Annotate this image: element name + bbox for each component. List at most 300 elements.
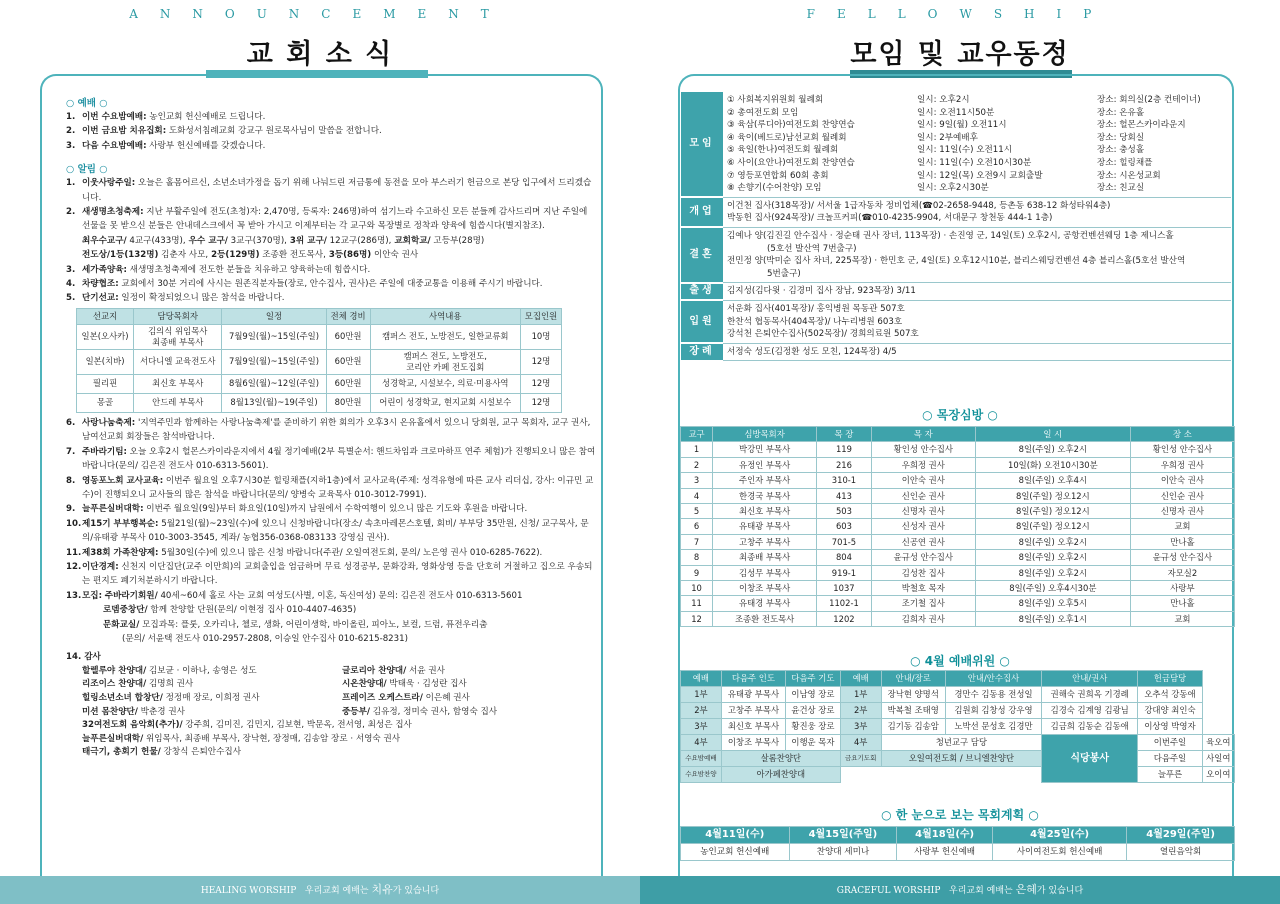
visit-cell: 804 <box>817 550 872 565</box>
cell-text: 10명 <box>531 331 551 342</box>
visit-cell: 황인성 안수집사 <box>871 442 975 457</box>
footer-highlight: 치유 <box>371 883 393 896</box>
notice-item <box>66 416 596 445</box>
worship-table-wrap <box>680 670 1235 783</box>
visit-cell: 김희자 권사 <box>871 611 975 626</box>
visit-table-wrap <box>680 426 1235 627</box>
mission-table <box>76 308 562 413</box>
notice-item-2: 2. 새생명초청축제: 지난 부활주일에 전도(초청)자: 2,470명, 등록자: 246명)하여 섬기느라 수고하신 모든 분들께 감사드리며 지난 주일에 선물을 못 받으신 분들은 안내데스크에서 꼭 받아 가시고 이제부터는 각 교구와 목장별로 정착과 양육에 힘씁시다(별지참조). <box>66 207 588 232</box>
visit-cell: 10일(화) 오전10시30분 <box>975 457 1130 472</box>
visit-table <box>680 426 1235 627</box>
notice-item <box>66 546 596 560</box>
item-number: 2. <box>66 126 76 137</box>
mission-cell <box>520 324 561 349</box>
notice-item <box>66 474 596 503</box>
visit-cell: 11 <box>681 596 713 611</box>
footer-en: HEALING WORSHIP <box>200 886 297 896</box>
plan-date: 4월18일(수) <box>897 827 993 844</box>
item-title: 이번 수요밤예배: <box>82 112 147 122</box>
thanks-title: 늘푸른실버대학/ <box>82 733 144 744</box>
visit-header: 목 자 <box>871 427 975 442</box>
meeting-cell: 일시: 2부예배후 <box>917 132 978 143</box>
worship-row <box>681 687 1235 703</box>
thanks-item <box>342 706 602 720</box>
visit-header: 일 시 <box>975 427 1130 442</box>
award-text: 3교구(370명), <box>227 235 287 246</box>
item-number: 6. <box>66 417 76 428</box>
visit-row <box>681 488 1235 503</box>
label-open: 개업 <box>681 197 723 227</box>
worship-cell: 이창조 부목사 <box>721 735 785 751</box>
mission-cell <box>134 393 222 412</box>
visit-title: ○ 목장심방 ○ <box>922 408 998 422</box>
plan-date: 4월11일(수) <box>681 827 790 844</box>
award-title: 2등(129명) <box>208 250 260 261</box>
mission-table-wrap <box>66 306 562 416</box>
meeting-cell: 일시: 11일(수) 오전10시30분 <box>917 157 1032 168</box>
visit-cell: 310-1 <box>817 473 872 488</box>
page-title: 교 회 소 식 <box>246 39 394 70</box>
worship-header: 예배 <box>840 671 881 687</box>
footer-text: 우리교회 예배는 <box>949 886 1016 896</box>
mission-cell <box>222 324 326 349</box>
worship-cell: 노박선 문성호 김경만 <box>945 719 1041 735</box>
thanks-item <box>82 733 596 747</box>
cell-text: 몽골 <box>96 397 114 408</box>
item-text: 신천지 이단집단(교주 이만희)의 교회출입을 엄금하며 무료 성경공부, 문화강좌, 영화상영 등을 단호히 거절하고 집으로 우송되는 편지도 폐기처분하시기 바랍니다. <box>82 561 593 587</box>
worship-header: 헌금담당 <box>1138 671 1202 687</box>
worship-cell: 유태광 부목사 <box>721 687 785 703</box>
visit-cell: 1202 <box>817 611 872 626</box>
visit-cell: 8일(주일) 정오12시 <box>975 504 1130 519</box>
visit-header: 장 소 <box>1130 427 1234 442</box>
award-line-1 <box>66 234 596 248</box>
thanks-title: 32여전도회 음악회(추가)/ <box>82 720 183 731</box>
item-title: 주바라기팀: <box>82 446 127 457</box>
recruit-line <box>82 632 596 646</box>
worship-header: 다음주 기도 <box>786 671 841 687</box>
footer-tail: 가 있습니다 <box>1036 886 1084 896</box>
cell-text: 12명 <box>531 397 551 408</box>
worship-cell: 이남영 장로 <box>786 687 841 703</box>
visit-cell: 919-1 <box>817 565 872 580</box>
thanks-item <box>342 665 602 679</box>
meeting-row <box>727 182 1227 195</box>
thanks-title: 글로리아 찬양대/ <box>342 665 407 676</box>
visit-cell: 6 <box>681 519 713 534</box>
meeting-row <box>727 170 1227 183</box>
mission-cell <box>222 393 326 412</box>
worship-header: 다음주 인도 <box>721 671 785 687</box>
thanks-item <box>82 692 342 706</box>
item-text: 이번주 월요일 오후7시30분 힐링채플(지하1층)에서 교사교육(주제: 성격유형에 따른 교사 리더십, 강사: 이규민 교수)이 진행되오니 교사들의 많은 참석을 바랍니다(문의/ 양병숙 교육목사 010-3012-7991). <box>82 475 594 500</box>
item-text: 5월30일(수)에 있으니 많은 신청 바랍니다(주관/ 오일여전도회, 문의/ 노은영 권사 010-6285-7622). <box>158 547 543 558</box>
mission-cell <box>326 324 370 349</box>
mission-cell <box>222 374 326 393</box>
mission-cell <box>326 393 370 412</box>
worship-committee-table <box>680 670 1235 783</box>
thanks-title: 미션 몸찬양단/ <box>82 706 138 717</box>
cell-text: 안드레 부목사 <box>152 397 204 408</box>
visit-cell: 8일(주일) 정오12시 <box>975 488 1130 503</box>
visit-row <box>681 473 1235 488</box>
cafeteria-day: 다음주일 <box>1138 751 1202 767</box>
item-title: 이번 금요밤 치유집회: <box>82 126 167 137</box>
meeting-cell: ⑥ 사이(요안나)여전도회 찬양연습 <box>727 157 855 168</box>
item-text: 5월21일(월)~23일(수)에 있으니 신청바랍니다(장소/ 속초마레몬스호텔, 회비/ 부부당 35만원, 신청/ 교구목사, 문의/유태광 부목사 010-3003-3545, 계좌/ 농협356-0368-083133 강영심 권사). <box>82 518 589 544</box>
cell-text: 12명 <box>531 378 551 389</box>
visit-cell: 1037 <box>817 581 872 596</box>
meeting-cell: ② 총여전도회 모임 <box>727 107 799 118</box>
meeting-cell: 장소: 힐링채플 <box>1097 157 1153 168</box>
worship-cell: 이행운 목자 <box>786 735 841 751</box>
birth-text: 김지성(김다윗 · 김경미 집사 장남, 923목장) 3/11 <box>723 283 1231 301</box>
notice-item <box>66 502 596 516</box>
item-text: 이번주 월요일(9일)부터 화요일(10일)까지 남원에서 수학여행이 있으니 많은 기도와 후원을 바랍니다. <box>143 504 528 515</box>
worship-cell: 경만수 김동용 전성일 <box>945 687 1041 703</box>
thanks-text: 이은혜 권사 <box>422 692 470 703</box>
mission-cell <box>222 349 326 374</box>
worship-item <box>66 124 596 138</box>
meeting-row <box>727 132 1227 145</box>
visit-cell: 유태광 부목사 <box>713 519 817 534</box>
visit-cell: 8일(주일) 오후2시 <box>975 565 1130 580</box>
thanks-text: 위임목사, 최종배 부목사, 장낙현, 장정매, 김송암 장로 · 서영숙 권사 <box>143 733 401 744</box>
visit-cell: 12 <box>681 611 713 626</box>
notice-list <box>66 416 596 589</box>
visit-header: 목 장 <box>817 427 872 442</box>
item-text: '지역주민과 함께하는 사랑나눔축제'를 준비하기 위한 회의가 오후3시 온유홀에서 있으니 당회원, 교구 목회자, 교구 권사, 남여선교회 회장들은 참석바랍니다. <box>82 417 591 443</box>
visit-cell: 최신호 부목사 <box>713 504 817 519</box>
thanks-item <box>342 692 602 706</box>
visit-row <box>681 519 1235 534</box>
thanks-title: 중등부/ <box>342 706 371 717</box>
mission-cell <box>77 374 134 393</box>
item-title: 제38회 가족찬양제: <box>82 547 159 558</box>
award-title: 우수 교구/ <box>185 235 228 246</box>
thanks-list <box>66 719 596 760</box>
worship-cell: 3부 <box>681 719 722 735</box>
item-text: 사랑부 헌신예배를 갖겠습니다. <box>146 140 266 151</box>
mission-row <box>77 324 562 349</box>
thanks-heading: 14. 감사 <box>66 652 101 663</box>
award-title: 최우수교구/ <box>82 235 127 246</box>
meeting-cell: ④ 육이(베드로)남선교회 월례회 <box>727 132 847 143</box>
mission-row <box>77 374 562 393</box>
mission-header: 선교지 <box>77 308 134 324</box>
meeting-cell: ⑤ 육일(한나)여전도회 월례회 <box>727 145 839 156</box>
label-wedding: 결혼 <box>681 227 723 282</box>
cell-text: 성경학교, 시설보수, 의료·미용사역 <box>381 378 509 389</box>
mission-header: 전체 경비 <box>326 308 370 324</box>
meeting-cell: 일시: 오전11시50분 <box>917 107 995 118</box>
thanks-text: 정정매 장로, 이희정 권사 <box>162 692 260 703</box>
cell-text: 일본(오사카) <box>81 331 129 342</box>
cafeteria-group: 사일여 <box>1202 751 1234 767</box>
visit-cell: 신인순 권사 <box>1130 488 1234 503</box>
visit-header: 교구 <box>681 427 713 442</box>
hosp-line: 강석천 은퇴안수집사(502목장)/ 경희의료원 507호 <box>727 329 919 340</box>
mission-header: 담당목회자 <box>134 308 222 324</box>
meeting-cell: 장소: 충성홀 <box>1097 145 1145 156</box>
thanks-grid <box>66 665 596 719</box>
cafeteria-day: 이번주일 <box>1138 735 1202 751</box>
wednesday-team: 살롬찬양단 <box>721 751 840 767</box>
thanks-text: 김유정, 정미숙 권사, 함영숙 집사 <box>370 706 498 717</box>
thanks-item <box>82 678 342 692</box>
plan-date: 4월25일(수) <box>992 827 1126 844</box>
worship-cell: 권해숙 권희옥 기경례 <box>1042 687 1138 703</box>
visit-cell: 조종환 전도목사 <box>713 611 817 626</box>
worship-cell: 고창주 부목사 <box>721 703 785 719</box>
recruit-title: 주바라기회원/ <box>104 590 158 601</box>
thanks-text: 강창식 은퇴안수집사 <box>160 747 241 758</box>
visit-cell: 4 <box>681 488 713 503</box>
recruit-text: 모집과목: 플룻, 오카리나, 첼로, 생화, 어린이생학, 바이올린, 피아노, 보컬, 드럼, 퓨전우리춤 <box>139 619 488 630</box>
item-text: 도화성서침례교회 강교구 원로목사님이 말씀을 전합니다. <box>166 126 382 137</box>
visit-cell: 김성찬 집사 <box>871 565 975 580</box>
award-title: 3등(86명) <box>325 250 372 261</box>
worship-row <box>681 751 1235 767</box>
meeting-cell: 장소: 시온성교회 <box>1097 170 1161 181</box>
worship-row <box>681 767 1235 783</box>
worship-cell: 최신호 부목사 <box>721 719 785 735</box>
mission-cell <box>134 324 222 349</box>
wed-line: 5번출구) <box>767 268 801 279</box>
worship-header: 안내/안수집사 <box>945 671 1041 687</box>
visit-cell: 이안숙 권사 <box>1130 473 1234 488</box>
worship-item <box>66 139 596 153</box>
wed-line: 김예나 양(김진길 안수집사 · 정순태 권사 장녀, 113목장) · 손진영 군, 14일(토) 오후2시, 공항컨벤션웨딩 1층 제니스홀 <box>727 230 1174 241</box>
award-text: 고등부(28명) <box>430 235 485 246</box>
thanks-title: 태극기, 총회기 헌물/ <box>82 747 161 758</box>
thanks-title: 힐링소년소녀 합창단/ <box>82 692 163 703</box>
worship-row <box>681 703 1235 719</box>
visit-cell: 한경국 부목사 <box>713 488 817 503</box>
visit-cell: 119 <box>817 442 872 457</box>
visit-cell: 신명자 권사 <box>1130 504 1234 519</box>
notice-heading: ○ 알림 ○ <box>66 164 108 176</box>
meeting-row <box>727 94 1227 107</box>
mission-header: 모집인원 <box>520 308 561 324</box>
plan-event: 찬양대 세미나 <box>789 844 897 861</box>
item-title: 영동포노회 교사교육: <box>82 475 164 486</box>
award-title: 교회학교/ <box>391 235 431 246</box>
hosp-line: 서운화 집사(401목장)/ 홍익병원 목동관 507호 <box>727 303 905 314</box>
visit-cell: 7 <box>681 534 713 549</box>
visit-cell: 8일(주일) 오후2시 <box>975 534 1130 549</box>
plan-date: 4월15일(주일) <box>789 827 897 844</box>
fellowship-body <box>681 92 1231 362</box>
visit-row <box>681 457 1235 472</box>
worship-cell: 3부 <box>840 719 881 735</box>
wed-line: (5호선 발산역 7번출구) <box>767 243 857 254</box>
visit-cell: 신성자 권사 <box>871 519 975 534</box>
worship-cell: 장낙현 양명석 <box>881 687 945 703</box>
mission-cell <box>326 349 370 374</box>
meetings-list <box>723 92 1231 197</box>
visit-cell: 8일(주일) 오후5시 <box>975 596 1130 611</box>
thanks-text: 박춘경 권사 <box>137 706 185 717</box>
thanks-item <box>82 719 596 733</box>
recruit-line <box>82 618 596 632</box>
item-title: 다음 수요밤예배: <box>82 140 147 151</box>
empty-cell <box>840 767 1041 783</box>
notice-item-3: 3. 세가족양육: 새생명초청축제에 전도한 분들을 치유하고 양육하는데 힘씁시다. <box>66 264 371 275</box>
worship-cell: 김경숙 김계영 김광님 <box>1042 703 1138 719</box>
open-line: 이건천 집사(318목장)/ 서서울 1급자동차 정비업체(☎02-2658-9448, 등촌동 638-12 화성타워4층) <box>727 200 1111 211</box>
thanks-text: 강주희, 김미진, 김민지, 김보현, 박문옥, 전서영, 최성은 집사 <box>182 720 412 731</box>
mission-row <box>77 349 562 374</box>
visit-cell: 주인자 부목사 <box>713 473 817 488</box>
item-number: 7. <box>66 446 76 457</box>
cell-text: 8월13일(월)~19(주일) <box>230 397 318 408</box>
worship-header: 안내/장로 <box>881 671 945 687</box>
mission-cell <box>520 374 561 393</box>
section-subtitle: FELLOWSHIP <box>806 7 1114 21</box>
worship-cell: 박복철 조태영 <box>881 703 945 719</box>
item-text: 농인교회 헌신예배로 드립니다. <box>146 112 266 122</box>
plan-event: 열린음악회 <box>1127 844 1235 861</box>
footer-tail: 가 있습니다 <box>392 886 440 896</box>
mission-cell <box>77 324 134 349</box>
visit-cell: 5 <box>681 504 713 519</box>
meeting-cell: 장소: 회의실(2층 컨테이너) <box>1097 95 1201 105</box>
footer <box>0 876 640 904</box>
cell-text: 7월9일(월)~15일(주일) <box>229 356 319 367</box>
item-title: 늘푸른실버대학: <box>82 504 144 515</box>
visit-row <box>681 442 1235 457</box>
item-text: 오늘 오후2시 헐몬스카이라운지에서 4월 정기예배(2부 특별순서: 핸드차임과 크로마하프 연주 체험)가 진행되오니 많은 참여 바랍니다(문의/ 김은진 전도사 010-6313-5601). <box>82 446 596 472</box>
thanks-item <box>342 678 602 692</box>
worship-cell: 김금희 김동순 김동애 <box>1042 719 1138 735</box>
visit-cell: 8일(주일) 오후4시 <box>975 473 1130 488</box>
recruit-text: (문의/ 서윤택 전도사 010-2957-2808, 이승일 안수집사 010-6215-8231) <box>122 633 408 644</box>
meeting-row <box>727 119 1227 132</box>
visit-cell: 김성무 부목사 <box>713 565 817 580</box>
worship-cell: 청년교구 담당 <box>881 735 1042 751</box>
item-number: 11. <box>66 547 82 558</box>
thanks-text: 박태욱 · 김성란 집사 <box>386 679 467 690</box>
meeting-cell: 일시: 11일(수) 오전11시 <box>917 145 1013 156</box>
cell-text: 60만원 <box>334 378 362 389</box>
worship-cell: 4부 <box>840 735 881 751</box>
mission-row <box>77 393 562 412</box>
mission-cell <box>134 374 222 393</box>
hospital-list <box>723 300 1231 343</box>
wedding-list <box>723 227 1231 282</box>
worship-header: 예배 <box>681 671 722 687</box>
visit-row <box>681 611 1235 626</box>
plan-event: 농인교회 헌신예배 <box>681 844 790 861</box>
visit-cell: 윤규성 안수집사 <box>1130 550 1234 565</box>
plan-event: 사랑부 헌신예배 <box>897 844 993 861</box>
thanks-text: 김명희 권사 <box>146 679 194 690</box>
label-meeting: 모임 <box>681 92 723 197</box>
visit-row <box>681 581 1235 596</box>
notice-item-13: 13. 모집: 주바라기회원/ 40세~60세 홀로 사는 교회 여성도(사별, 이혼, 독신여성) 문의: 김은진 전도사 010-6313-5601 로뎀중창단/ 함께 찬양할 단원(문의/ 이현정 집사 010-4407-4635) 문화교실/ 모집과목: 플룻, 오카리나, 첼로, 생화, 어린이생학, 바이올린, 피아노, 보컬, 드럼, 퓨전우리춤 (문의/ 서윤택 전도사 010-2957-2808, 이승일 안수집사 010-6215-8231) <box>66 589 596 647</box>
cell-text: 80만원 <box>334 397 362 408</box>
worship-row <box>681 735 1235 751</box>
award-text: 4교구(433명), <box>126 235 186 246</box>
award-line-2 <box>66 248 596 262</box>
cell-text: 코리안 카페 전도집회 <box>406 361 485 372</box>
mission-cell <box>77 349 134 374</box>
worship-cell: 강대양 최인숙 <box>1138 703 1202 719</box>
friday-label: 금요기도회 <box>840 751 881 767</box>
visit-cell: 신인순 권사 <box>871 488 975 503</box>
cell-text: 캠퍼스 전도, 노방전도, <box>403 350 487 361</box>
mission-cell <box>370 374 520 393</box>
visit-cell: 윤규성 안수집사 <box>871 550 975 565</box>
visit-cell: 조기철 집사 <box>871 596 975 611</box>
cell-text: 7월9일(월)~15일(주일) <box>229 331 319 342</box>
recruit-text: 40세~60세 홀로 사는 교회 여성도(사별, 이혼, 독신여성) 문의: 김은진 전도사 010-6313-5601 <box>157 590 523 601</box>
mission-cell <box>134 349 222 374</box>
worship-cell: 황진웅 장로 <box>786 719 841 735</box>
item-title: 제15기 부부행복순: <box>82 518 159 529</box>
thanks-text: 김보균 · 이하나, 송영은 성도 <box>146 665 257 676</box>
item-number: 3. <box>66 140 76 151</box>
page-title: 모임 및 교우동정 <box>850 39 1070 70</box>
friday-team: 오일여전도회 / 브니엘찬양단 <box>881 751 1042 767</box>
worship-cell: 김원회 김창성 강우영 <box>945 703 1041 719</box>
mission-cell <box>370 393 520 412</box>
meeting-cell: ⑧ 손향기(수어찬양) 모임 <box>727 183 822 194</box>
plan-table <box>680 826 1235 861</box>
cell-text: 60만원 <box>334 356 362 367</box>
label-birth: 출생 <box>681 283 723 301</box>
worship-list <box>66 110 596 153</box>
visit-cell: 고창주 부목사 <box>713 534 817 549</box>
meeting-cell: 장소: 온유홀 <box>1097 107 1145 118</box>
worship-cell: 윤건상 장로 <box>786 703 841 719</box>
wednesday-praise-label: 수요밤찬양 <box>681 767 722 783</box>
item-number: 12. <box>66 561 82 572</box>
award-text: 김춘자 사모, <box>158 250 209 261</box>
thanks-title: 리조이스 찬양대/ <box>82 679 147 690</box>
visit-cell: 유태경 부목사 <box>713 596 817 611</box>
recruit-text: 함께 찬양할 단원(문의/ 이현정 집사 010-4407-4635) <box>147 605 357 616</box>
cafeteria-label <box>1042 735 1138 783</box>
worship-item <box>66 110 596 124</box>
cafeteria-day: 늘푸른 <box>1138 767 1202 783</box>
item-number: 1. <box>66 112 76 122</box>
thanks-title: 할렐루야 찬양대/ <box>82 665 147 676</box>
visit-row <box>681 596 1235 611</box>
visit-cell: 1 <box>681 442 713 457</box>
visit-cell: 우희정 권사 <box>1130 457 1234 472</box>
visit-cell: 9 <box>681 565 713 580</box>
visit-cell: 8일(주일) 정오12시 <box>975 519 1130 534</box>
footer-en: GRACEFUL WORSHIP <box>836 886 941 896</box>
notice-item-1: 1. 이웃사랑주일: 오늘은 홀몸어르신, 소년소녀가정을 돕기 위해 나눠드린 저금통에 동전을 모아 부스러기 헌금으로 본당 입구에서 드리겠습니다. <box>66 178 592 203</box>
visit-cell: 신명자 권사 <box>871 504 975 519</box>
thanks-text: 서윤 권사 <box>406 665 445 676</box>
worship-cell: 2부 <box>840 703 881 719</box>
plan-date: 4월29일(주일) <box>1127 827 1235 844</box>
notice-item-4: 4. 차량협조: 교회에서 30분 거리에 사시는 원존직분자들(장로, 안수집사, 권사)은 주일에 대중교통을 이용해 주시기 바랍니다. <box>66 279 543 290</box>
thanks-title: 시온찬양대/ <box>342 679 387 690</box>
visit-cell: 3 <box>681 473 713 488</box>
worship-row <box>681 719 1235 735</box>
mission-cell <box>520 349 561 374</box>
label-funeral: 장례 <box>681 343 723 361</box>
visit-cell: 최종배 부목사 <box>713 550 817 565</box>
visit-cell: 이창조 부목사 <box>713 581 817 596</box>
meeting-row <box>727 144 1227 157</box>
award-text: 12교구(286명), <box>326 235 392 246</box>
